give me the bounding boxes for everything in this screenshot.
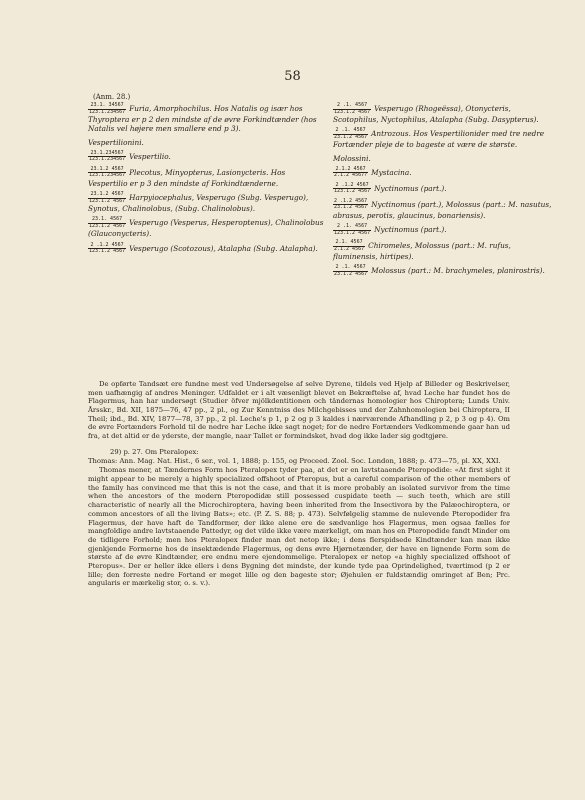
dental-formula (88, 192, 126, 204)
taxa-text: Plecotus, Minyopterus, Lasionycteris. Hos Vespertilio er p 3 den mindste af Forkindtænderne. (88, 167, 286, 188)
dental-formula (333, 224, 371, 236)
dental-formula (88, 151, 126, 163)
taxa-text: Vespertilio. (129, 151, 171, 161)
formula-upper: 2 .1. 4567 (333, 265, 368, 272)
footnote-body: Thomas mener, at Tændernes Form hos Pteralopex tyder paa, at det er en lavtstaaende Pteropodide: «At first sight it might appear to be merely a highly specialized offshoot of Pteropus, but a careful comparison of the other members of the family has convinced me that this is not the case, and that it is more probably an isolated survivor from the time when the ancestors of the modern Pteropodidæ still possessed cuspidate teeth — such teeth, which are still characteristic of nearly all the Microchiroptera, having been inherited from the Insectivora by the Palæochiroptera, or common ancestors of all the living Bats»; etc. (P. Z. S. 88; p. 473). Selvfølgelig stamme de nulevende Pteropodider fra Flagermus, der have haft de Tandformer, der ikke alene ere de sædvanlige hos Flagermus, men ogsaa fælles for mangfoldige andre lavtstaaende Pattedyr, og det vilde ikke være mærkeligt, om man hos en Pteropodide fandt Minder om de tidligere Forhold; men hos Pteralopex finder man det netop ikke; i dens flerspidsede Kindtænder kan man ikke gjenkjende Formerne hos de insektædende Flagermus, og dens øvre Hjørnetænder, der have en lignende Form som de største af de øvre Kindtænder, ere endnu mere ejendommelige. Pteralopex er netop «a highly specialized offshoot of Pteropus». Der er heller ikke ellers i dens Bygning det mindste, der kunde tyde paa Oprindelighed, tværtimod (p 2 er lille; den forreste nedre Fortand er meget lille og den bageste stor; Øjehulen er fuldstændig omringet af Ben; Prc. angularis er mærkelig stor, o. s. v.). (88, 466, 510, 588)
dental-formula (333, 199, 368, 211)
formula-upper: 23.1. 4567 (88, 217, 126, 224)
formula-lower: 123.1.2 4567 (334, 229, 371, 236)
taxa-text: Vesperugo (Scotozous), Atalapha (Subg. Atalapha). (129, 243, 318, 253)
formula-lower: 123.1.2 4567 (89, 248, 126, 255)
dental-formula (88, 217, 126, 229)
formula-lower: 23.1.2 4567 (334, 133, 368, 140)
right-column (333, 103, 555, 281)
dental-formula-entry (88, 151, 326, 163)
dental-formula-entry (333, 224, 555, 236)
taxa-text: Antrozous. Hos Vespertilionider med tre nedre Fortænder pleje de to bageste at være de største. (333, 129, 545, 150)
summary-paragraph: De opførte Tandsæt ere fundne mest ved Undersøgelse af selve Dyrene, tildels ved Hjelp af Billeder og Beskrivelser, men uafhængig af andres Meninger. Udfaldet er i alt væsenligt blevet en Bekræftelse af, hvad Leche har fundet hos de Flagermus, han har undersøgt (Studier öfver mjölkdentitionen och tändernas homologier hos Chiroptera; Lunds Univ. Årsskr., Bd. XII, 1875—76, 47 pp., 2 pl., og Zur Kenntniss des Milchgebisses und der Zahnhomologien bei Chiroptera, II Theil; ibd., Bd. XIV, 1877—78, 37 pp., 2 pl. Leche's p 1, p 2 og p 3 kaldes i nærværende Afhandling p 2, p 3 og p 4). Om de øvre Fortænders Forhold til de nedre har Leche ikke sagt noget; for de nedre Fortænders Vedkommende gaar han ud fra, at det altid er de yderste, der mangle, naar Tallet er formindsket, hvad dog ikke lader sig godtgjøre. (88, 380, 510, 441)
taxa-text: Nyctinomus (part.). (374, 225, 447, 235)
page-number: 58 (284, 69, 301, 84)
dental-formula (333, 103, 371, 115)
left-column (88, 103, 326, 259)
formula-lower: 123.1.2 4567 (334, 108, 371, 115)
dental-formula (88, 243, 126, 255)
formula-lower: 123.1.234567 (89, 156, 126, 163)
formula-lower: 23.1.2 4567 (334, 270, 368, 277)
formula-lower: 123.1.2 4567 (89, 222, 126, 229)
formula-upper: 2.1.2 4567 (333, 167, 368, 174)
taxa-text: Nyctinomus (part.). (374, 183, 447, 193)
formula-lower: 2.1.2 4567? (334, 172, 368, 179)
dental-formula-entry (333, 199, 555, 220)
taxa-text: Vesperugo (Rhogeëssa), Otonycteris, Scotophilus, Nyctophilus, Atalapha (Subg. Dasypterus). (333, 104, 539, 124)
formula-upper: 2.1. 4567 (333, 240, 365, 247)
dental-formula-entry (88, 217, 326, 238)
section-heading: Molossini. (333, 153, 371, 163)
formula-lower: 123.1.234567 (89, 108, 126, 115)
formula-upper: 2 .1. 4567 (333, 224, 371, 231)
formula-lower: 123.1.2 4567 (334, 188, 371, 195)
formula-upper: 23.1.2 4567 (88, 167, 126, 174)
dental-formula-entry (88, 167, 326, 188)
dental-formula-entry (88, 243, 326, 255)
footnote-title: 29) p. 27. Om Pteralopex: (110, 448, 199, 456)
dental-formula (88, 167, 126, 179)
section-heading: Vespertilionini. (88, 137, 144, 147)
taxa-text: Harpyiocephalus, Vesperugo (Subg. Vesperugo), Synotus, Chalinolobus, (Subg. Chalinolobus). (88, 193, 309, 214)
formula-lower: 23.1.2 4567 (334, 204, 368, 211)
formula-upper: 23.1.234567 (88, 151, 126, 158)
dental-formula (88, 103, 126, 115)
dental-formula (333, 167, 368, 179)
dental-formula (333, 240, 365, 252)
formula-upper: 2 .1. 4567 (333, 103, 371, 110)
taxa-text: Mystacina. (371, 167, 412, 177)
dental-formula-entry (88, 192, 326, 213)
dental-formula-entry (333, 265, 555, 277)
dental-formula (333, 128, 368, 140)
dental-formula (333, 183, 371, 195)
formula-upper: 2 .1.2 4567 (333, 183, 371, 190)
formula-lower: 123.1.234567 (89, 172, 126, 179)
taxa-text: Vesperugo (Vesperus, Hesperoptenus), Chalinolobus (Glauconycteris). (88, 218, 324, 239)
footnote-29 (88, 448, 510, 588)
dental-formula-entry (333, 167, 555, 179)
formula-upper: 2 .1.2 4567 (88, 243, 126, 250)
formula-upper: 23.1.2 4567 (88, 192, 126, 199)
formula-upper: 2 .1. 4567 (333, 128, 368, 135)
taxa-text: Molossus (part.: M. brachymeles, planirostris). (371, 266, 545, 276)
dental-formula-entry (333, 183, 555, 195)
dental-formula-entry (333, 128, 555, 149)
formula-upper: 2 .1.2 4567 (334, 197, 368, 204)
dental-formula (333, 265, 368, 277)
taxa-text: Nyctinomus (part.), Molossus (part.: M. nasutus, abrasus, perotis, glaucinus, bonariensis). (333, 199, 552, 220)
annotation-label: (Anm. 28.) (93, 93, 131, 101)
formula-lower: 123.1.2 4567 (89, 197, 126, 204)
dental-formula-entry (333, 240, 555, 261)
dental-formula-entry (88, 103, 326, 134)
taxa-text: Chiromeles, Molossus (part.: M. rufus, fluminensis, hirtipes). (333, 241, 511, 262)
footnote-reference: Thomas: Ann. Mag. Nat. Hist., 6 ser., vol. 1, 1888; p. 155, og Proceed. Zool. Soc. London, 1888; p. 473—75, pl. XX, XXI. (88, 456, 501, 465)
formula-upper: 23.1. 34567 (88, 103, 126, 110)
formula-lower: 2.1.2 4567 (334, 245, 365, 252)
taxa-text: Furia, Amorphochilus. Hos Natalis og især hos Thyroptera er p 2 den mindste af de øvre Forkindtænder (hos Natalis vel højere men smallere end p 3). (88, 104, 317, 134)
dental-formula-entry (333, 103, 555, 124)
